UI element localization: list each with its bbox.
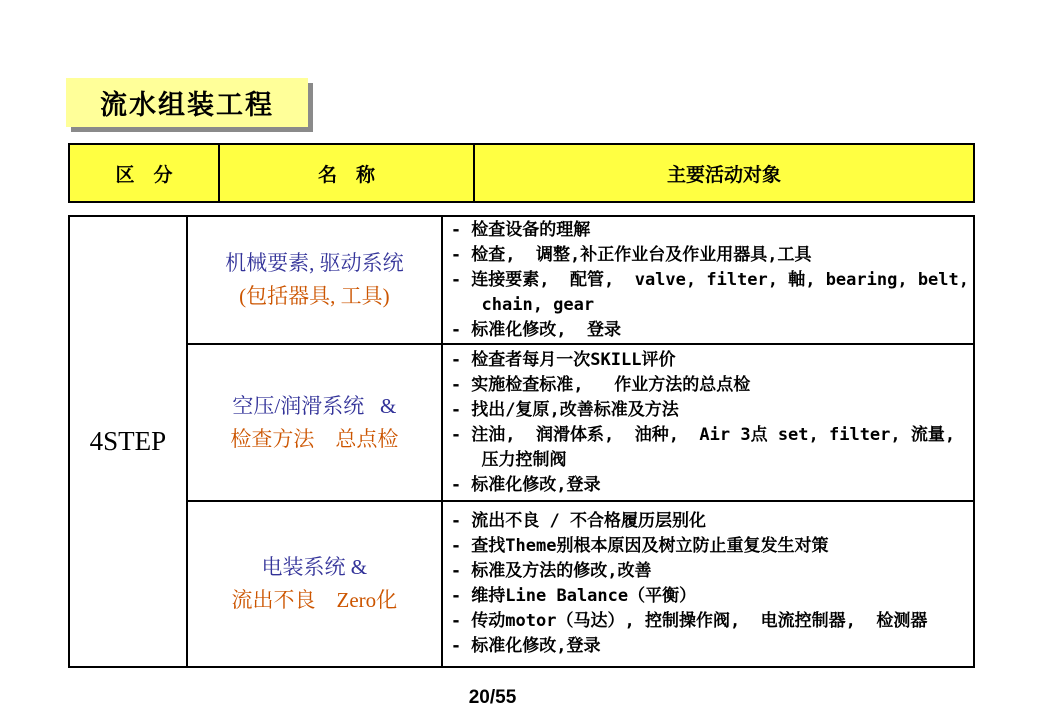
table-row <box>188 217 973 345</box>
bullet-line: - 标准及方法的修改,改善 <box>450 561 652 581</box>
table-rows <box>188 217 973 666</box>
bullet-line: chain, gear <box>450 294 595 315</box>
row3-name-cell <box>188 502 443 666</box>
bullet-line: - 标准化修改, 登录 <box>450 319 622 340</box>
bullet-line: - 传动motor（马达）, 控制操作阀, 电流控制器, 检测器 <box>450 611 928 631</box>
table-header-row <box>68 143 975 203</box>
row2-name-line1: 空压/润滑系统 & <box>232 393 397 418</box>
header-cell-category: 区 分 <box>70 145 220 201</box>
header-cell-activity: 主要活动对象 <box>666 164 781 186</box>
bullet-line: - 查找Theme别根本原因及树立防止重复发生对策 <box>450 536 829 556</box>
row1-name-line1: 机械要素, 驱动系统 <box>225 251 404 276</box>
row3-name-line2: 流出不良 Zero化 <box>231 588 398 612</box>
bullet-line: - 标准化修改,登录 <box>450 636 601 656</box>
page-number: 20/55 <box>468 687 517 708</box>
bullet-line: - 流出不良 / 不合格履历层别化 <box>450 511 707 531</box>
bullet-line: - 实施检查标准, 作业方法的总点检 <box>450 374 751 395</box>
row2-name-line2: 检查方法 总点检 <box>230 426 399 451</box>
table-row <box>188 502 973 666</box>
bullet-line: - 找出/复原,改善标准及方法 <box>450 399 679 420</box>
bullet-line: - 注油, 润滑体系, 油种, Air 3点 set, filter, 流量, <box>450 424 956 445</box>
bullet-line: - 标准化修改,登录 <box>450 474 601 495</box>
slide-title: 流水组装工程 <box>100 90 274 120</box>
bullet-line: 压力控制阀 <box>450 449 567 470</box>
bullet-line: - 维持Line Balance（平衡） <box>450 586 697 606</box>
bullet-line: - 检查设备的理解 <box>450 219 591 240</box>
bullet-line: - 检查, 调整,补正作业台及作业用器具,工具 <box>450 244 812 265</box>
row2-bullets-cell <box>443 345 973 500</box>
row1-bullets-cell <box>443 217 973 343</box>
row3-bullets-cell <box>443 502 973 666</box>
row3-name-line1: 电装系统 & <box>261 555 368 580</box>
step-cell: 4STEP <box>70 217 188 666</box>
row1-name-cell <box>188 217 443 343</box>
row2-name-cell <box>188 345 443 500</box>
slide-title-box <box>66 78 308 127</box>
row1-name-line2: (包括器具, 工具) <box>239 284 390 308</box>
table-row <box>188 345 973 502</box>
header-cell-name: 名 称 <box>220 145 475 201</box>
bullet-line: - 检查者每月一次SKILL评价 <box>450 349 676 370</box>
table-body <box>68 215 975 668</box>
bullet-line: - 连接要素, 配管, valve, filter, 軸, bearing, belt, <box>450 269 969 290</box>
